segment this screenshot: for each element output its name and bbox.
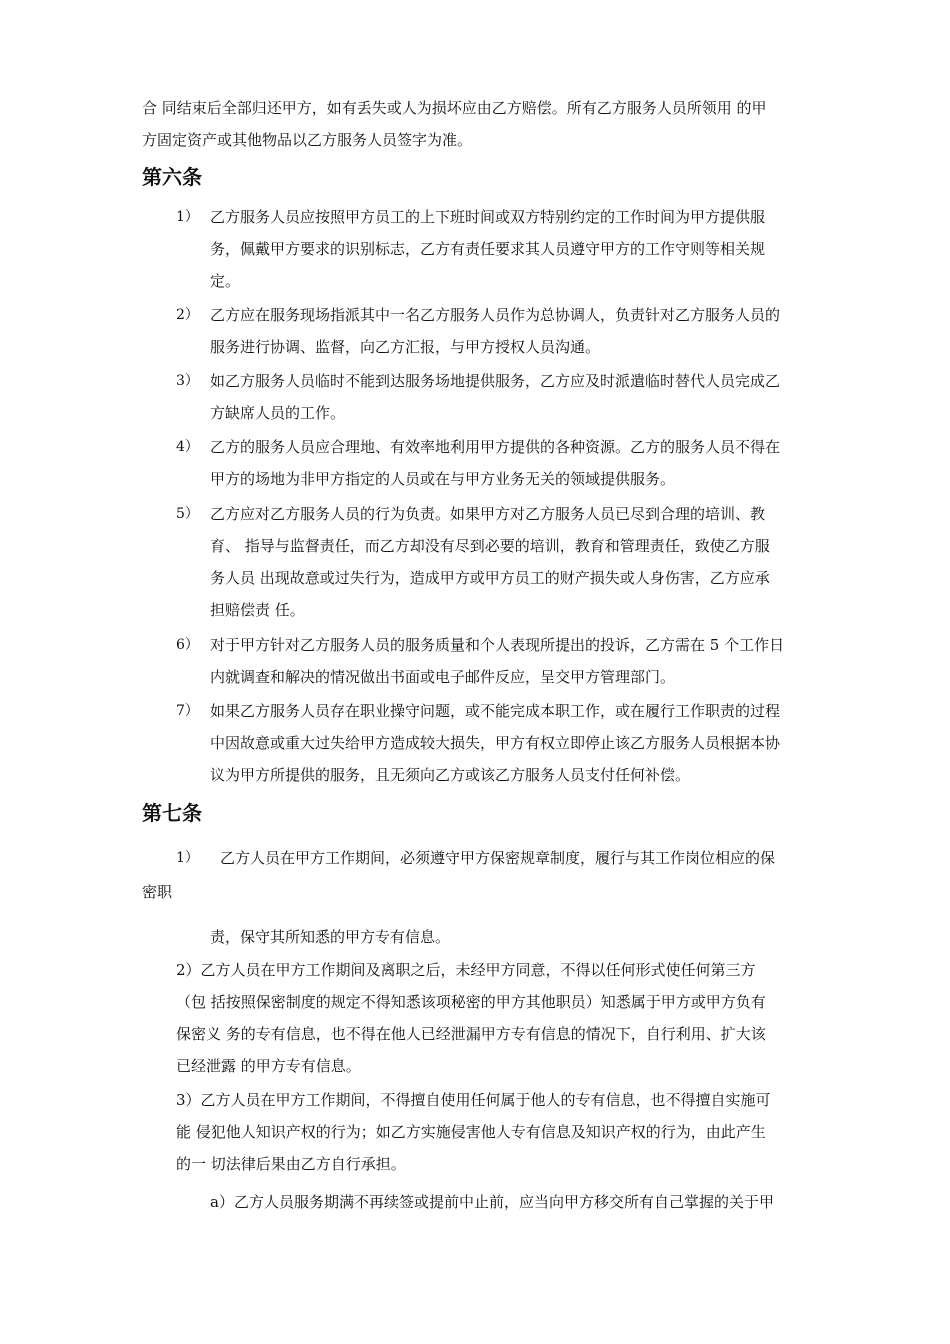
paragraph-line: 已经泄露 的甲方专有信息。	[176, 1057, 361, 1075]
item-number: 1）	[176, 850, 199, 866]
item-number: 5）	[176, 506, 199, 522]
paragraph-line: 能 侵犯他人知识产权的行为；如乙方实施侵害他人专有信息及知识产权的行为，由此产生	[176, 1123, 766, 1141]
article-7-heading: 第七条	[142, 801, 202, 825]
item-number: 7）	[176, 703, 199, 719]
item-line: 如乙方服务人员临时不能到达服务场地提供服务，乙方应及时派遣临时替代人员完成乙	[210, 372, 781, 390]
paragraph-line: 乙方人员在甲方工作期间，必须遵守甲方保密规章制度，履行与其工作岗位相应的保	[220, 849, 776, 867]
item-number: 4）	[176, 439, 199, 455]
item-number: 3）	[176, 373, 199, 389]
item-line: 乙方服务人员应按照甲方员工的上下班时间或双方特别约定的工作时间为甲方提供服	[210, 208, 766, 226]
item-line: 育、 指导与监督责任，而乙方却没有尽到必要的培训，教育和管理责任，致使乙方服	[210, 537, 770, 555]
item-line: 方缺席人员的工作。	[210, 404, 346, 422]
paragraph-line: 3）乙方人员在甲方工作期间，不得擅自使用任何属于他人的专有信息，也不得擅自实施可	[176, 1091, 771, 1109]
item-line: 甲方的场地为非甲方指定的人员或在与甲方业务无关的领域提供服务。	[210, 470, 676, 488]
paragraph-line: 2）乙方人员在甲方工作期间及离职之后，未经甲方同意，不得以任何形式使任何第三方	[176, 961, 756, 979]
item-line: 如果乙方服务人员存在职业操守问题，或不能完成本职工作，或在履行工作职责的过程	[210, 702, 781, 720]
item-line: 定。	[210, 272, 241, 290]
item-line: 务人员 出现故意或过失行为，造成甲方或甲方员工的财产损失或人身伤害，乙方应承	[210, 569, 770, 587]
paragraph-line: （包 括按照保密制度的规定不得知悉该项秘密的甲方其他职员）知悉属于甲方或甲方负有	[176, 993, 766, 1011]
item-line: 对于甲方针对乙方服务人员的服务质量和个人表现所提出的投诉，乙方需在 5 个工作日	[210, 636, 785, 654]
item-line: 内就调查和解决的情况做出书面或电子邮件反应，呈交甲方管理部门。	[210, 668, 676, 686]
item-line: 担赔偿责 任。	[210, 601, 305, 619]
item-line: 乙方应对乙方服务人员的行为负责。如果甲方对乙方服务人员已尽到合理的培训、教	[210, 505, 766, 523]
paragraph-line: a）乙方人员服务期满不再续签或提前中止前，应当向甲方移交所有自己掌握的关于甲	[210, 1193, 774, 1211]
item-number: 1）	[176, 209, 199, 225]
paragraph-line: 责，保守其所知悉的甲方专有信息。	[210, 928, 451, 946]
item-number: 6）	[176, 637, 199, 653]
item-line: 中因故意或重大过失给甲方造成较大损失，甲方有权立即停止该乙方服务人员根据本协	[210, 734, 781, 752]
intro-line: 方固定资产或其他物品以乙方服务人员签字为准。	[142, 131, 473, 149]
paragraph-line: 的一 切法律后果由乙方自行承担。	[176, 1155, 406, 1173]
paragraph-line: 保密义 务的专有信息，也不得在他人已经泄漏甲方专有信息的情况下，自行利用、扩大该	[176, 1025, 766, 1043]
paragraph-line: 密职	[142, 883, 173, 901]
item-line: 议为甲方所提供的服务，且无须向乙方或该乙方服务人员支付任何补偿。	[210, 766, 691, 784]
item-line: 服务进行协调、监督，向乙方汇报，与甲方授权人员沟通。	[210, 338, 601, 356]
item-line: 乙方应在服务现场指派其中一名乙方服务人员作为总协调人，负责针对乙方服务人员的	[210, 306, 781, 324]
item-number: 2）	[176, 307, 199, 323]
intro-line: 合 同结束后全部归还甲方，如有丢失或人为损坏应由乙方赔偿。所有乙方服务人员所领用 的甲	[142, 99, 767, 117]
item-line: 乙方的服务人员应合理地、有效率地利用甲方提供的各种资源。乙方的服务人员不得在	[210, 438, 781, 456]
item-line: 务，佩戴甲方要求的识别标志，乙方有责任要求其人员遵守甲方的工作守则等相关规	[210, 240, 766, 258]
article-6-heading: 第六条	[142, 165, 202, 189]
